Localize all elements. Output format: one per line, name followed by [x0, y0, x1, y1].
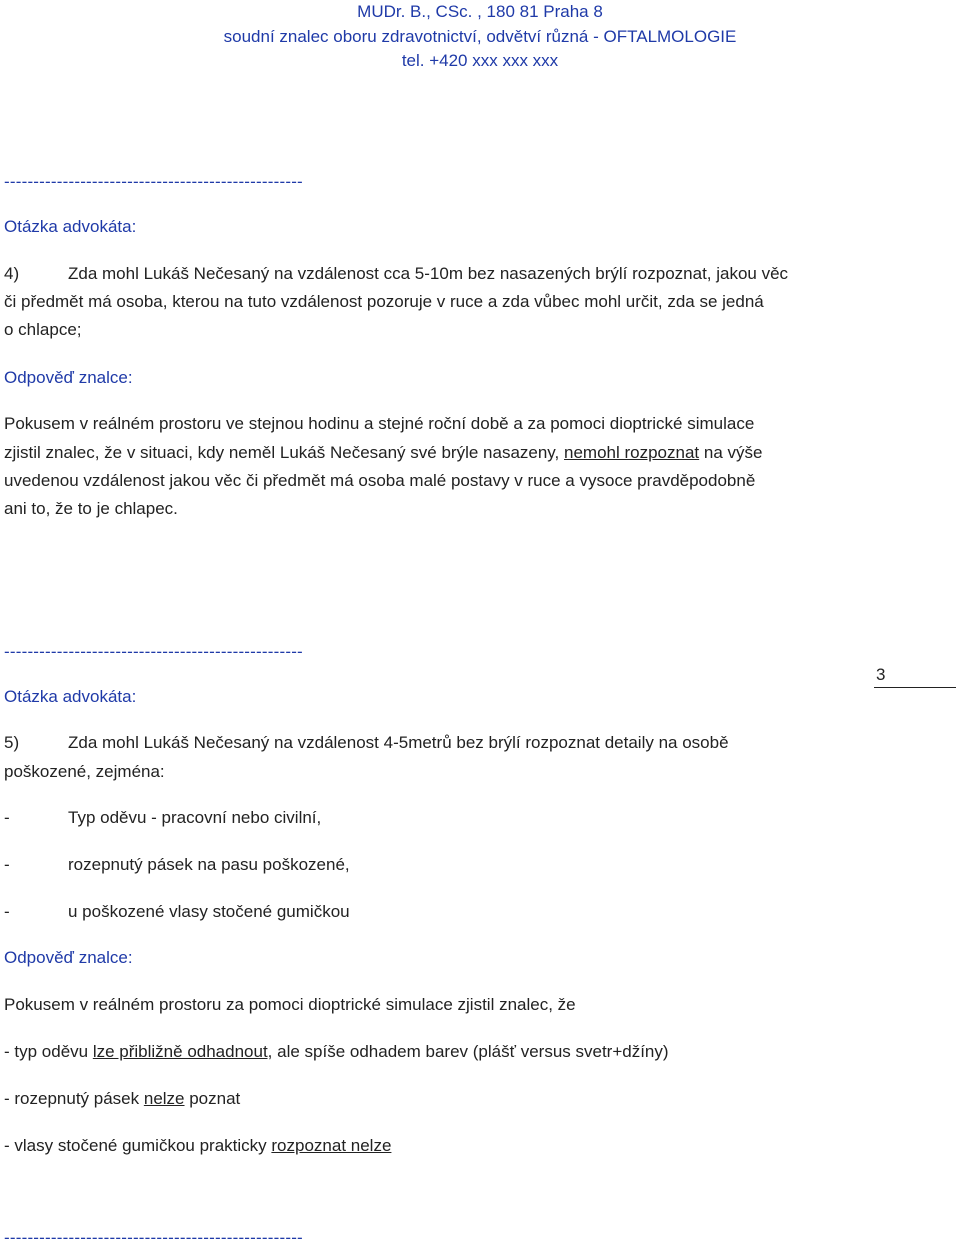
bullet-item: - u poškozené vlasy stočené gumičkou — [4, 902, 350, 921]
answer-4-label: Odpověď znalce: — [4, 368, 133, 387]
page-number: 3 — [874, 663, 956, 688]
separator-2: --------------------------------------------------- — [4, 642, 303, 661]
question-4-number: 4) — [4, 264, 20, 283]
bullet-item: - Typ oděvu - pracovní nebo civilní, — [4, 808, 322, 827]
separator-1: --------------------------------------------------- — [4, 172, 303, 191]
question-5-number: 5) — [4, 733, 20, 752]
answer-5-line-4: - vlasy stočené gumičkou prakticky rozpoznat nelze — [4, 1136, 392, 1155]
question-4-label: Otázka advokáta: — [4, 217, 137, 236]
question-5-line-1: 5) Zda mohl Lukáš Nečesaný na vzdálenost 4-5metrů bez brýlí rozpoznat detaily na osobě — [4, 731, 729, 755]
header-profession: soudní znalec oboru zdravotnictví, odvětví různá - OFTALMOLOGIE — [223, 26, 737, 46]
answer-5-line-1: Pokusem v reálném prostoru za pomoci dioptrické simulace zjistil znalec, že — [4, 995, 576, 1014]
answer-4-line-4: ani to, že to je chlapec. — [4, 499, 178, 518]
header-name-address: MUDr. B., CSc. , 180 81 Praha 8 — [357, 2, 603, 21]
separator-3: --------------------------------------------------- — [4, 1228, 303, 1247]
answer-5-line-2: - typ oděvu lze přibližně odhadnout, ale spíše odhadem barev (plášť versus svetr+džíny) — [4, 1042, 669, 1061]
question-4-line-3: o chlapce; — [4, 320, 82, 339]
answer-5-underlined: lze přibližně odhadnout, — [92, 1042, 273, 1061]
question-5-line-2: poškozené, zejména: — [4, 762, 165, 781]
bullet-item: - rozepnutý pásek na pasu poškozené, — [4, 855, 350, 874]
question-5-label: Otázka advokáta: — [4, 687, 137, 706]
answer-4-line-1: Pokusem v reálném prostoru ve stejnou hodinu a stejné roční době a za pomoci dioptrické simulace — [4, 414, 755, 433]
question-4-line-2: či předmět má osoba, kterou na tuto vzdálenost pozoruje v ruce a zda vůbec mohl určit, zda se jedná — [4, 292, 764, 311]
answer-5-line-3: - rozepnutý pásek nelze poznat — [4, 1089, 241, 1108]
answer-4-line-3: uvedenou vzdálenost jakou věc či předmět má osoba malé postavy v ruce a vysoce pravděpodobně — [4, 471, 756, 490]
header-phone: tel. +420 xxx xxx xxx — [401, 51, 559, 70]
answer-5-underlined: nelze — [143, 1089, 185, 1108]
answer-5-label: Odpověď znalce: — [4, 948, 133, 967]
answer-4-underlined: nemohl rozpoznat — [564, 443, 700, 462]
letterhead — [0, 0, 960, 74]
answer-5-underlined: rozpoznat nelze — [271, 1136, 392, 1155]
answer-4-line-2: zjistil znalec, že v situaci, kdy neměl Lukáš Nečesaný své brýle nasazeny, nemohl rozpoznat na výše — [4, 443, 763, 462]
question-4-line-1: 4) Zda mohl Lukáš Nečesaný na vzdálenost cca 5-10m bez nasazených brýlí rozpoznat, jakou věc — [4, 262, 788, 286]
